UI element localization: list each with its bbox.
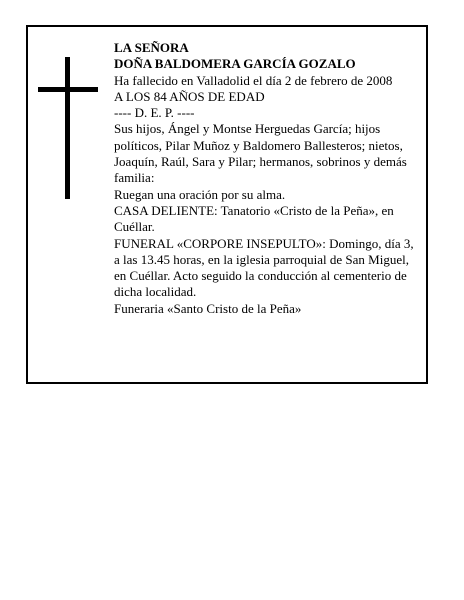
death-info: Ha fallecido en Valladolid el día 2 de febrero de 2008: [114, 72, 393, 88]
family-list: Sus hijos, Ángel y Montse Herguedas García; hijos políticos, Pilar Muñoz y Baldomero Ballesteros; nietos, Joaquín, Raúl, Sara y Pilar; hermanos, sobrinos y demás familia:: [114, 121, 407, 186]
funeral-info: FUNERAL «CORPORE INSEPULTO»: Domingo, día 3, a las 13.45 horas, en la iglesia parroquial de San Miguel, en Cuéllar. Acto seguido la conducción al cementerio de dicha localidad.: [114, 235, 414, 300]
age-info: A LOS 84 AÑOS DE EDAD: [114, 88, 265, 104]
rip-line: ---- D. E. P. ----: [114, 105, 195, 121]
wake-house: CASA DELIENTE: Tanatorio «Cristo de la Peña», en Cuéllar.: [114, 202, 394, 235]
deceased-name: DOÑA BALDOMERA GARCÍA GOZALO: [114, 56, 356, 72]
cross-vertical-bar: [65, 57, 70, 199]
title-line: LA SEÑORA: [114, 40, 189, 55]
prayer-request: Ruegan una oración por su alma.: [114, 186, 286, 202]
cross-horizontal-bar: [38, 87, 98, 92]
obituary-text: [114, 40, 419, 317]
latin-cross-icon: [38, 57, 98, 199]
obituary-notice-frame: [26, 25, 428, 384]
funeral-home: Funeraria «Santo Cristo de la Peña»: [114, 300, 302, 316]
